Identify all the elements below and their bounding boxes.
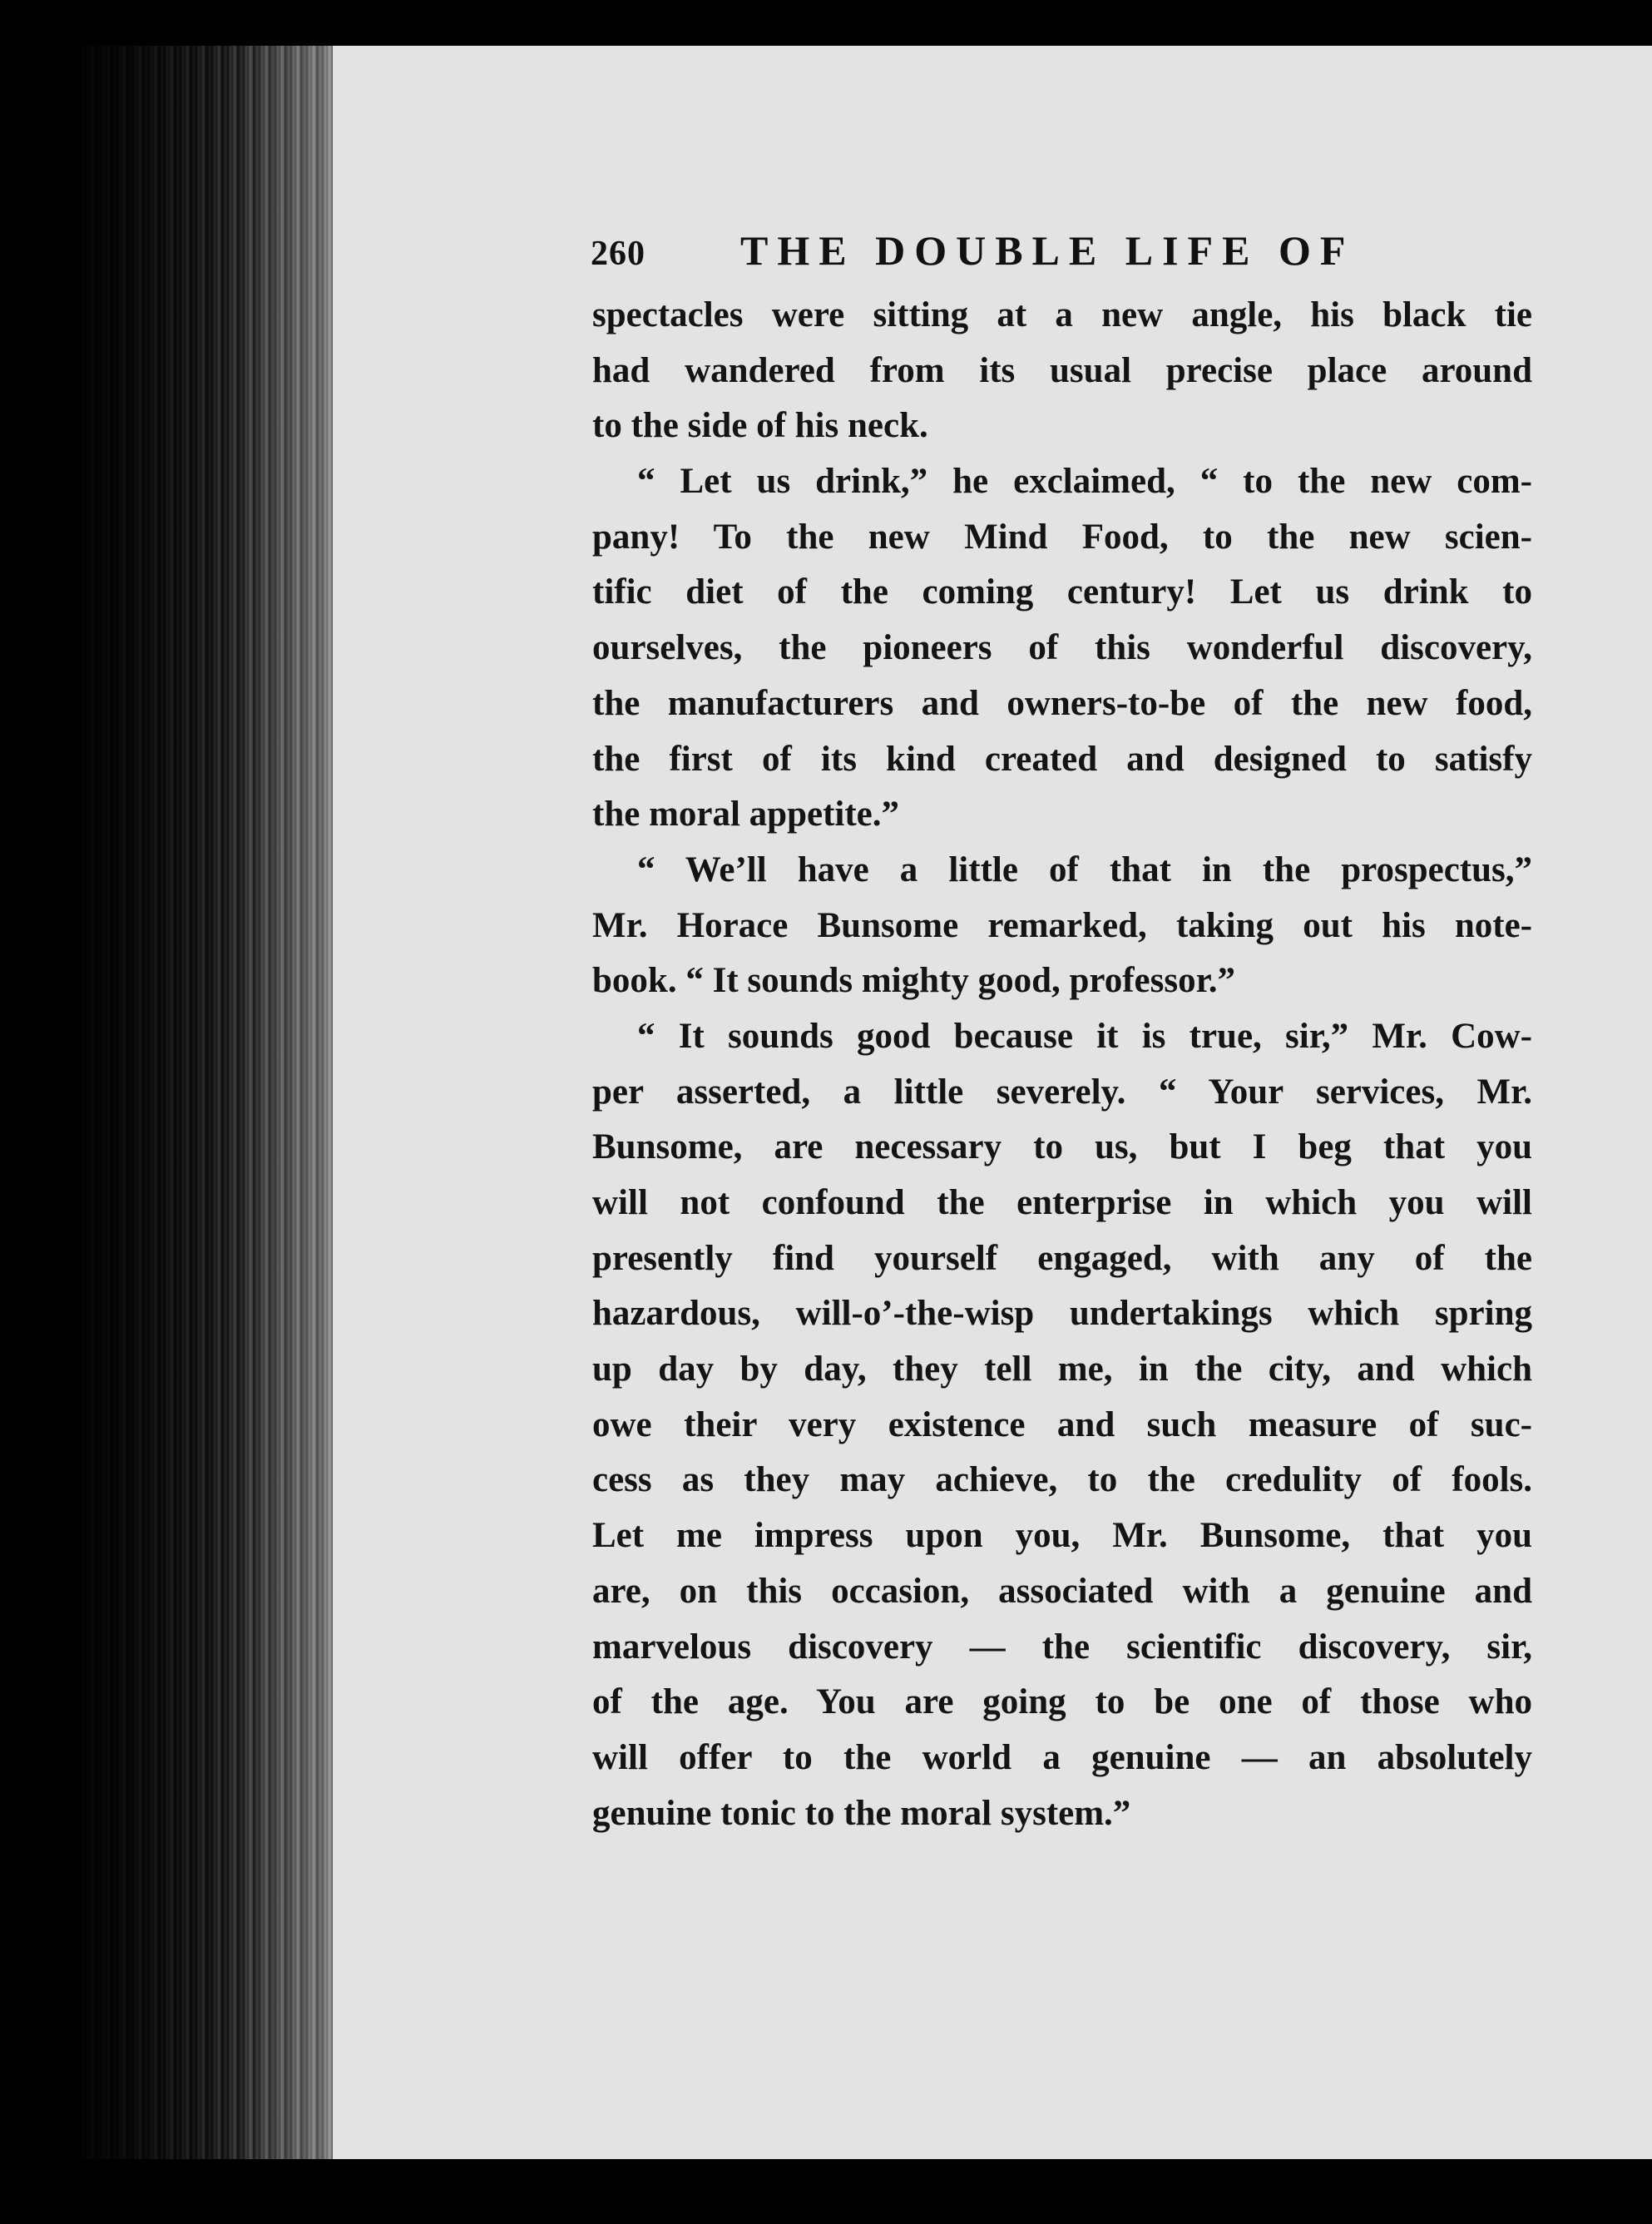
page-header — [591, 226, 1397, 285]
text-line: ourselves, the pioneers of this wonderful discovery, — [592, 628, 1532, 668]
text-line: up day by day, they tell me, in the city, and which — [592, 1350, 1532, 1389]
text-line: book. “ It sounds mighty good, professor.” — [592, 961, 1235, 1001]
text-line: the manufacturers and owners-to-be of the new food, — [592, 683, 1532, 723]
running-head: THE DOUBLE LIFE OF — [740, 227, 1355, 274]
page-number: 260 — [591, 235, 645, 273]
text-line: “ We’ll have a little of that in the prospectus,” — [637, 849, 1532, 889]
text-line: pany! To the new Mind Food, to the new scien- — [592, 517, 1532, 557]
text-line: spectacles were sitting at a new angle, his black tie — [592, 295, 1532, 334]
text-line: owe their very existence and such measure of suc- — [592, 1404, 1532, 1444]
text-line: “ Let us drink,” he exclaimed, “ to the new com- — [637, 462, 1532, 502]
body-text — [592, 288, 1532, 1841]
text-line: presently find yourself engaged, with any of the — [592, 1238, 1532, 1278]
text-line: cess as they may achieve, to the credulity of fools. — [592, 1460, 1532, 1500]
text-line: “ It sounds good because it is true, sir,” Mr. Cow- — [637, 1016, 1532, 1056]
text-line: hazardous, will-o’-the-wisp undertakings which spring — [592, 1294, 1532, 1334]
text-line: the moral appetite.” — [592, 795, 900, 835]
text-line: tific diet of the coming century! Let us drink to — [592, 572, 1532, 612]
text-line: Mr. Horace Bunsome remarked, taking out his note- — [592, 905, 1532, 945]
text-line: will not confound the enterprise in which you will — [592, 1183, 1532, 1222]
text-line: per asserted, a little severely. “ Your services, Mr. — [592, 1072, 1532, 1112]
text-line: to the side of his neck. — [592, 406, 928, 446]
text-line: the first of its kind created and designed to satisfy — [592, 739, 1532, 779]
book-page-edges — [79, 46, 337, 2159]
text-line: Let me impress upon you, Mr. Bunsome, that you — [592, 1516, 1532, 1556]
text-line: marvelous discovery — the scientific discovery, sir, — [592, 1627, 1532, 1667]
text-line: of the age. You are going to be one of those who — [592, 1682, 1532, 1722]
text-line: Bunsome, are necessary to us, but I beg that you — [592, 1127, 1532, 1167]
text-line: had wandered from its usual precise place around — [592, 350, 1532, 390]
text-line: genuine tonic to the moral system.” — [592, 1793, 1131, 1833]
text-line: are, on this occasion, associated with a genuine and — [592, 1571, 1532, 1611]
text-line: will offer to the world a genuine — an absolutely — [592, 1737, 1532, 1777]
